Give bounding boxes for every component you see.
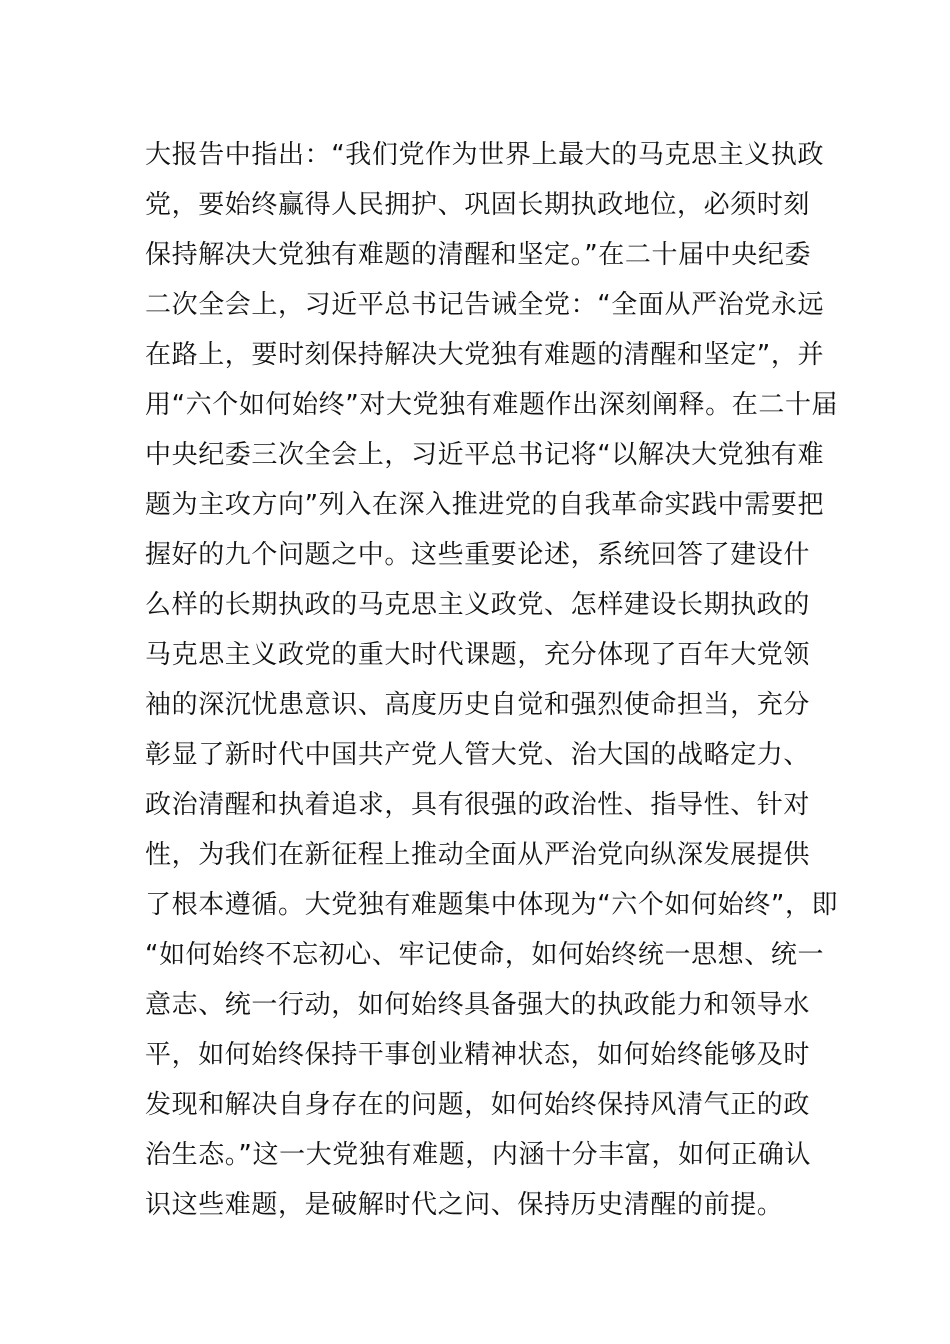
text-line: 党，要始终赢得人民拥护、巩固长期执政地位，必须时刻 bbox=[145, 190, 811, 220]
text-line: 性，为我们在新征程上推动全面从严治党向纵深发展提供 bbox=[145, 840, 811, 870]
text-line: 识这些难题，是破解时代之问、保持历史清醒的前提。 bbox=[145, 1190, 784, 1220]
text-line: 中央纪委三次全会上，习近平总书记将“以解决大党独有难 bbox=[145, 440, 825, 470]
text-line: 意志、统一行动，如何始终具备强大的执政能力和领导水 bbox=[145, 990, 811, 1020]
text-line: 彰显了新时代中国共产党人管大党、治大国的战略定力、 bbox=[145, 740, 811, 770]
text-line: 政治清醒和执着追求，具有很强的政治性、指导性、针对 bbox=[145, 790, 811, 820]
text-line: 发现和解决自身存在的问题，如何始终保持风清气正的政 bbox=[145, 1090, 811, 1120]
text-line: 在路上，要时刻保持解决大党独有难题的清醒和坚定”，并 bbox=[145, 340, 825, 370]
text-line: 马克思主义政党的重大时代课题，充分体现了百年大党领 bbox=[145, 640, 811, 670]
text-line: 治生态。”这一大党独有难题，内涵十分丰富，如何正确认 bbox=[145, 1140, 812, 1170]
text-line: 握好的九个问题之中。这些重要论述，系统回答了建设什 bbox=[145, 540, 811, 570]
text-line: 了根本遵循。大党独有难题集中体现为“六个如何始终”，即 bbox=[145, 890, 839, 920]
text-line: 么样的长期执政的马克思主义政党、怎样建设长期执政的 bbox=[145, 590, 811, 620]
text-line: 题为主攻方向”列入在深入推进党的自我革命实践中需要把 bbox=[145, 490, 825, 520]
body-paragraph bbox=[145, 130, 839, 1230]
text-line: “如何始终不忘初心、牢记使命，如何始终统一思想、统一 bbox=[145, 940, 825, 970]
text-line: 用“六个如何始终”对大党独有难题作出深刻阐释。在二十届 bbox=[145, 390, 839, 420]
text-line: 大报告中指出：“我们党作为世界上最大的马克思主义执政 bbox=[145, 140, 825, 170]
text-line: 二次全会上，习近平总书记告诫全党：“全面从严治党永远 bbox=[145, 290, 825, 320]
text-line: 保持解决大党独有难题的清醒和坚定。”在二十届中央纪委 bbox=[145, 240, 812, 270]
text-line: 袖的深沉忧患意识、高度历史自觉和强烈使命担当，充分 bbox=[145, 690, 811, 720]
text-line: 平，如何始终保持干事创业精神状态，如何始终能够及时 bbox=[145, 1040, 811, 1070]
